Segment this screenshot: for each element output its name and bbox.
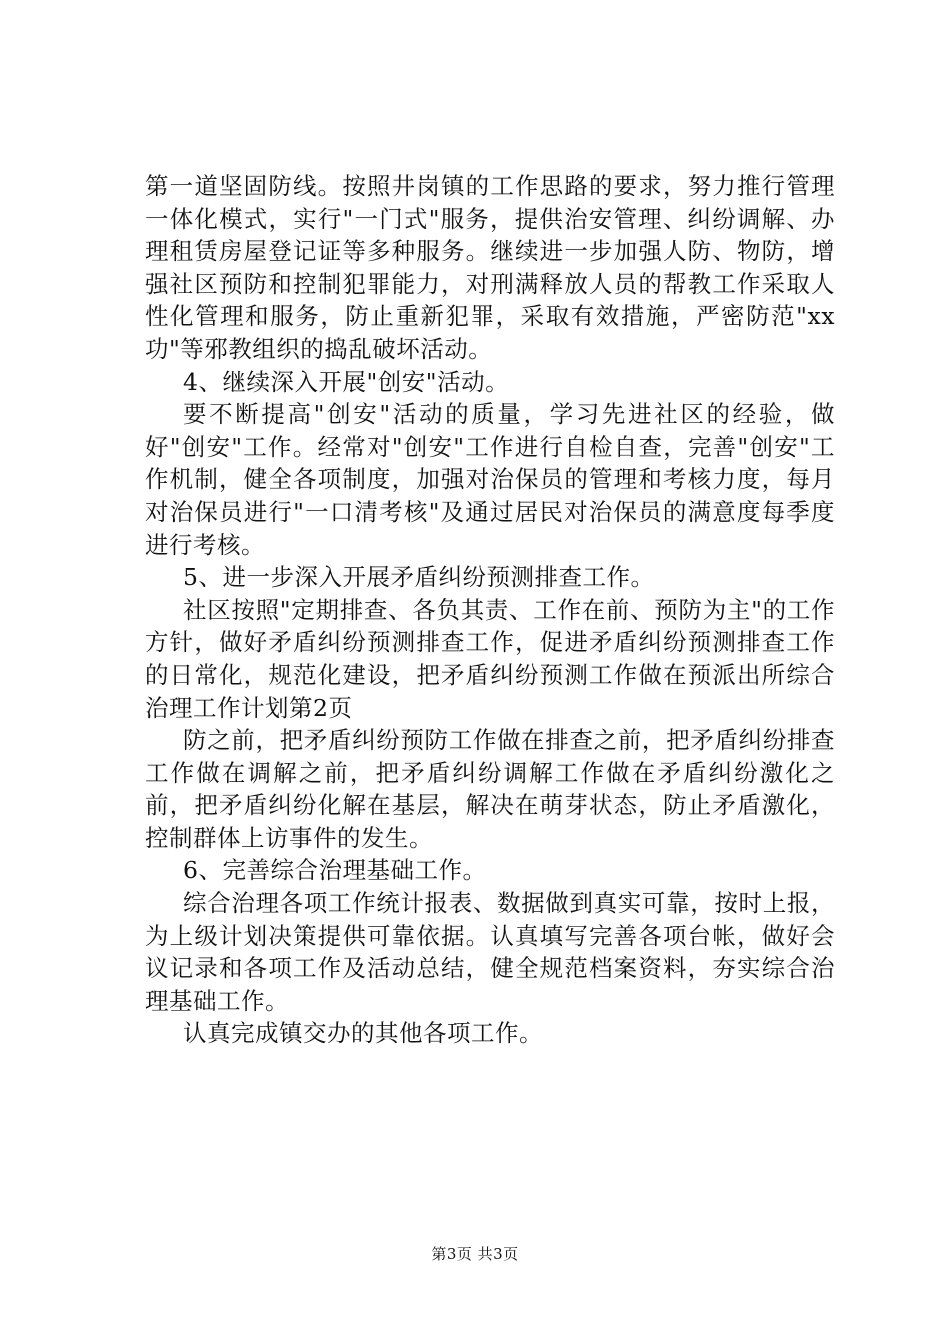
paragraph-other-tasks: 认真完成镇交办的其他各项工作。 <box>183 1019 543 1048</box>
section-heading-4: 4、继续深入开展"创安"活动。 <box>183 367 510 396</box>
paragraph-continuation: 第一道坚固防线。按照井岗镇的工作思路的要求，努力推行管理一体化模式，实行"一门式"服务，提供治安管理、纠纷调解、办理租赁房屋登记证等多种服务。继续进一步加强人防、物防，增强社区预防和控制犯罪能力，对刑满释放人员的帮教工作采取人性化管理和服务，防止重新犯罪，采取有效措施，严密防范"xx功"等邪教组织的捣乱破坏活动。 <box>145 172 835 363</box>
paragraph-prevention: 防之前，把矛盾纠纷预防工作做在排查之前，把矛盾纠纷排查工作做在调解之前，把矛盾纠纷调解工作做在矛盾纠纷激化之前，把矛盾纠纷化解在基层，解决在萌芽状态，防止矛盾激化，控制群体上访事件的发生。 <box>145 726 835 852</box>
section-heading-5: 5、进一步深入开展矛盾纠纷预测排查工作。 <box>183 563 655 592</box>
section-heading-6: 6、完善综合治理基础工作。 <box>183 856 487 885</box>
paragraph-create-safety: 要不断提高"创安"活动的质量，学习先进社区的经验，做好"创安"工作。经常对"创安"工作进行自检自查，完善"创安"工作机制，健全各项制度，加强对治保员的管理和考核力度，每月对治保员进行"一口清考核"及通过居民对治保员的满意度每季度进行考核。 <box>145 400 835 559</box>
page-footer: 第3页 共3页 <box>431 1245 519 1263</box>
paragraph-foundation-work: 综合治理各项工作统计报表、数据做到真实可靠，按时上报，为上级计划决策提供可靠依据。认真填写完善各项台帐，做好会议记录和各项工作及活动总结，健全规范档案资料，夯实综合治理基础工作。 <box>145 889 835 1015</box>
document-body <box>145 170 835 1050</box>
paragraph-dispute-screening: 社区按照"定期排查、各负其责、工作在前、预防为主"的工作方针，做好矛盾纠纷预测排查工作，促进矛盾纠纷预测排查工作的日常化，规范化建设，把矛盾纠纷预测工作做在预派出所综合治理工作计划第2页 <box>145 595 835 722</box>
